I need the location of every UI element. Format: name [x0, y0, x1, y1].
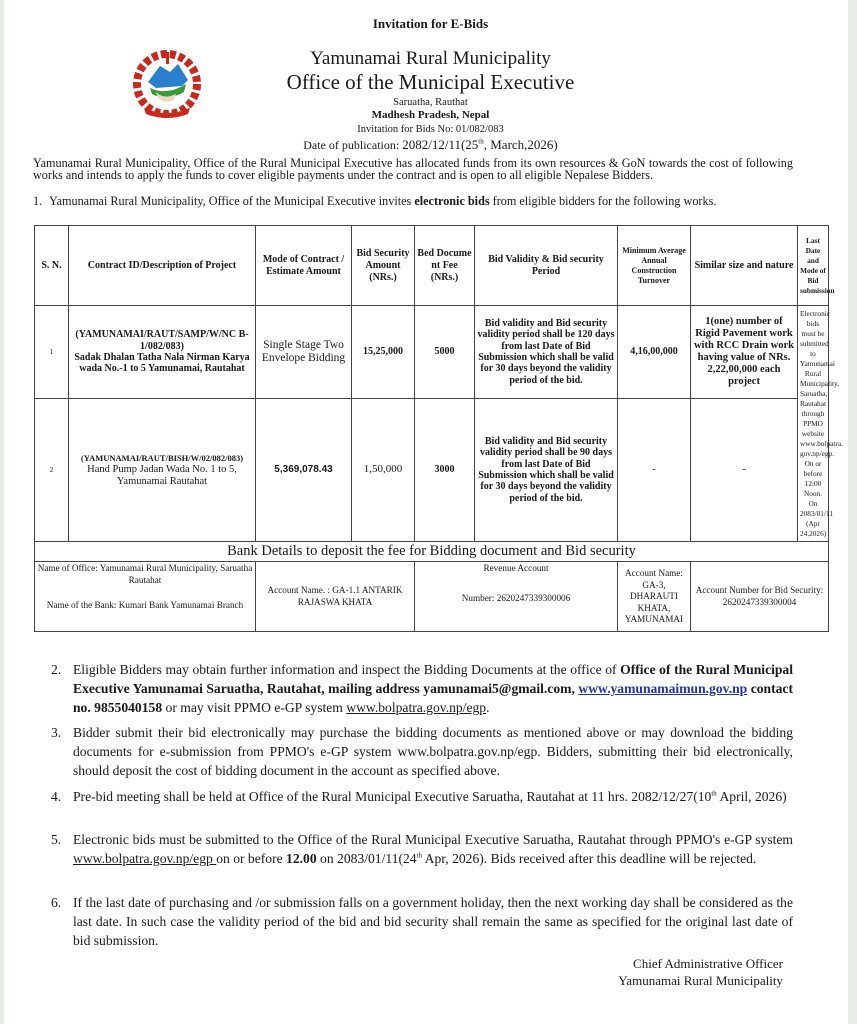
- contract-id: (YAMUNAMAI/RAUT/SAMP/W/NC B-1/082/083): [75, 329, 249, 352]
- intro-paragraph: Yamunamai Rural Municipality, Office of the Rural Municipal Executive has allocated funds from its own resources & GoN towards the cost of following works and intends to apply the funds to cover eligible payments under the contract and is open to all eligible Nepalese Bidders.: [33, 156, 793, 182]
- page-edge-right: [848, 0, 857, 1024]
- header-similar: Similar size and nature: [691, 226, 798, 306]
- paragraph-3: 3. Bidder submit their bid electronically may purchase the bidding documents as mentioned above or may download the bidding documents for e-submission from PPMO's e-GP system www.bolpatra.gov.np/egp. Bidders, submitting their bid electronically, should deposit the cost of bidding document in the account as specified above.: [51, 725, 793, 778]
- contract-description: Sadak Dhalan Tatha Nala Nirman Karya wada No.-1 to 5 Yamunamai, Rautahat: [74, 352, 250, 375]
- row-validity: Bid validity and Bid security validity period shall be 90 days from last Date of Bid Submission which shall be valid for 30 days beyond the validity period of the bid.: [475, 399, 618, 542]
- publication-date-label: Date of publication:: [303, 138, 400, 152]
- contract-id: (YAMUNAMAI/RAUT/BISH/W/02/082/083): [80, 452, 244, 463]
- bolpatra-link[interactable]: www.bolpatra.gov.np/egp: [73, 851, 217, 866]
- revenue-label: Revenue Account: [483, 563, 549, 574]
- row-bid-security: 1,50,000: [352, 399, 415, 542]
- signatory-title: Chief Administrative Officer: [633, 956, 783, 971]
- table-row: [35, 306, 829, 399]
- paragraph-4: 4. Pre-bid meeting shall be held at Office of the Rural Municipal Executive Saruatha, Rautahat at 11 hrs. 2082/12/27(10th April, 2026): [51, 789, 787, 804]
- header-last-date: Last Date and Mode of Bid submission: [798, 226, 829, 306]
- row-contract: [69, 306, 256, 399]
- header-mode: Mode of Contract / Estimate Amount: [256, 226, 352, 306]
- row-sn: 2: [35, 399, 69, 542]
- bank-title: Bank Details to deposit the fee for Bidding document and Bid security: [35, 542, 829, 562]
- contract-description: Hand Pump Jadan Wada No. 1 to 5, Yamunamai Rautahat: [87, 464, 237, 487]
- item-1: 1. Yamunamai Rural Municipality, Office of the Municipal Executive invites electronic bids from eligible bidders for the following works.: [33, 194, 717, 208]
- table-header-row: [35, 226, 829, 306]
- publication-date-value: 2082/12/11(25th, March,2026): [402, 137, 558, 152]
- row-bid-security: 15,25,000: [352, 306, 415, 399]
- row-validity: Bid validity and Bid security validity period shall be 120 days from last Date of Bid Submission which shall be valid for 30 days beyond the validity period of the bid.: [475, 306, 618, 399]
- row-similar: -: [691, 399, 798, 542]
- account-2: Account Name: GA-3, DHARAUTI KHATA, YAMUNAMAI: [618, 562, 691, 632]
- row-doc-fee: 3000: [415, 399, 475, 542]
- bank-name-field: Name of the Bank: Kumari Bank Yamunamai Branch: [46, 600, 244, 611]
- header-sn: S. N.: [35, 226, 69, 306]
- paragraph-2: 2. Eligible Bidders may obtain further information and inspect the Bidding Documents at the office of Office of the Rural Municipal Executive Yamunamai Saruatha, Rautahat, mailing address yamunamai5@gmail.com, www.yamunamaimun.gov.np contact no. 9855040158 or may visit PPMO e-GP system www.bolpatra.gov.np/egp.: [51, 662, 794, 715]
- header-contract-id: Contract ID/Description of Project: [69, 226, 256, 306]
- publication-date: [33, 137, 828, 153]
- item-number: 1.: [33, 194, 43, 208]
- row-turnover: -: [618, 399, 691, 542]
- bank-title-row: [35, 542, 829, 562]
- row-similar: 1(one) number of Rigid Pavement work with RCC Drain work having value of NRs. 2,22,00,000 each project: [691, 306, 798, 399]
- row-sn: 1: [35, 306, 69, 399]
- header-bid-security: Bid Security Amount (NRs.): [352, 226, 415, 306]
- bank-details-row: [35, 562, 829, 632]
- paragraph-6: 6. If the last date of purchasing and /or submission falls on a government holiday, then the next working day shall be considered as the last date. In such case the validity period of the bid and bid security shall remain the same as specified for the original last date of bid submission.: [51, 895, 793, 948]
- revenue-account: [415, 562, 618, 632]
- last-date-mode: Electronic bids must be submitted to Yamunamai Rural Municipality, Saruatha, Rautahat through PPMO website www.bolpatra. gov.np/egp. On or before 12:00 Noon. On 2083/01/11 (Apr 24,2026): [798, 306, 829, 542]
- header-doc-fee: Bed Docume nt Fee (NRs.): [415, 226, 475, 306]
- table-row: [35, 399, 829, 542]
- bank-office: [35, 562, 256, 632]
- row-contract: [69, 399, 256, 542]
- account-1: Account Name. : GA-1.1 ANTARIK RAJASWA KHATA: [256, 562, 415, 632]
- website-link[interactable]: www.yamunamaimun.gov.np: [578, 681, 748, 696]
- paragraph-5: 5. Electronic bids must be submitted to the Office of the Rural Municipal Executive Saruatha, Rautahat through PPMO's e-GP system www.bolpatra.gov.np/egp on or before 12.00 on 2083/01/11(24th Apr, 2026). Bids received after this deadline will be rejected.: [51, 832, 793, 866]
- office-name: Office of the Municipal Executive: [286, 70, 575, 94]
- document-title: Invitation for E-Bids: [372, 16, 489, 31]
- row-turnover: 4,16,00,000: [618, 306, 691, 399]
- signatory-org: Yamunamai Rural Municipality: [618, 973, 783, 988]
- security-account: Account Number for Bid Security: 2620247339300004: [691, 562, 829, 632]
- municipality-name: Yamunamai Rural Municipality: [310, 48, 551, 69]
- bolpatra-link[interactable]: www.bolpatra.gov.np/egp: [346, 700, 487, 715]
- province: Madhesh Pradesh, Nepal: [371, 109, 490, 121]
- revenue-number: Number: 2620247339300006: [461, 592, 571, 603]
- header-validity: Bid Validity & Bid security Period: [475, 226, 618, 306]
- page-edge-left: [0, 0, 4, 1024]
- row-mode: Single Stage Two Envelope Bidding: [256, 306, 352, 399]
- row-estimate: 5,369,078.43: [256, 399, 352, 542]
- office-address: Saruatha, Rauthat: [393, 97, 468, 108]
- works-table: [34, 225, 843, 632]
- ifb-number: Invitation for Bids No: 01/082/083: [357, 124, 504, 135]
- row-doc-fee: 5000: [415, 306, 475, 399]
- signature-block: [593, 955, 783, 989]
- office-name-field: Name of Office: Yamunamai Rural Municipality, Saruatha Rautahat: [37, 563, 253, 585]
- header-turnover: Minimum Average Annual Construction Turnover: [618, 226, 691, 306]
